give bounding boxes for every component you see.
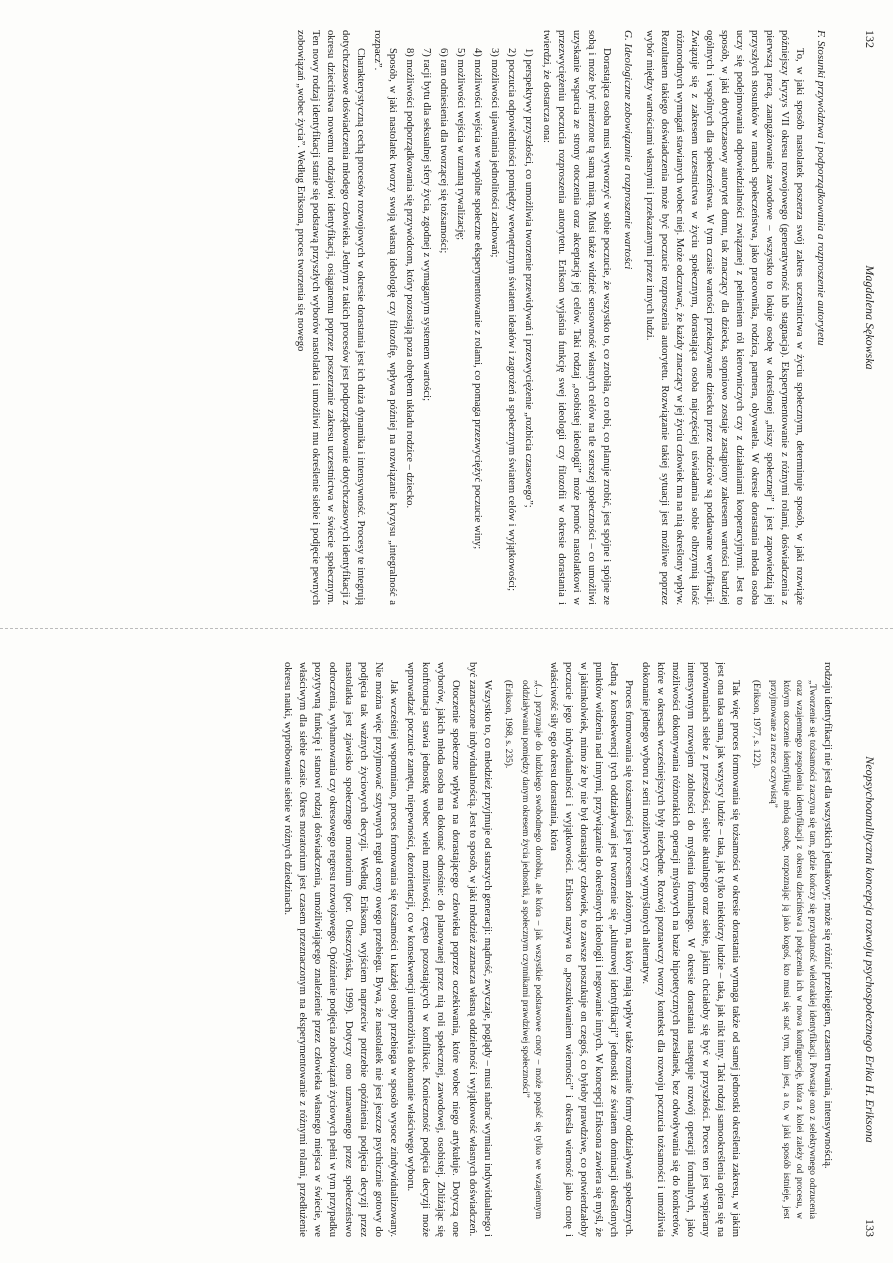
list-item: 5) możliwości wejścia w uznaną rywalizację;: [455, 48, 467, 241]
closing-paragraph: Charakterystyczną cechą procesów rozwojowych w okresie dorastania jest ich duża dynamika i intensywność. Procesy te integrują dotychczasowe doświadczenia młodego człowieka. Jednym z takich procesów jest podporządkowanie dotychczasowych identyfikacji z okresu dzieciństwa nowemu rodzajowi identyfikacji, osiąganemu poprzez poszerzanie zakresu uczestnictwa w świecie społecznym. Ten nowy rodzaj identyfikacji stanie się podstawą przyszłych wyborów nastolatka i umożliwi mu określenie siebie i podjęcie pewnych zobowiązań „wobec życia”. Według Eriksona, proces tworzenia się nowego: [295, 30, 367, 605]
section-f-paragraph: To, w jaki sposób nastolatek poszerza swój zakres uczestnictwa w życiu społecznym, determinuje sposób, w jaki rozwiąże późniejszy kryzys VII okresu rozwojowego (generatywność lub stagnacja). Eksperymentowanie z różnymi rolami, doświadczenia z pierwszą pracą, zaangażowanie zawodowe – wszystko to lokuje osobę w określonej „niszy społecznej” i jest zapowiedzią jej przyszłych stosunków w ramach społeczeństwa, jako pracownika, rodzica, partnera, obywatela. W okresie dorastania młoda osoba uczy się podejmowania odpowiedzialności związanej z pełnieniem ról kierowniczych czy z działaniami kooperacyjnymi. Jest to sposób, w jaki dotychczasowy autorytet domu, tak znaczący dla dziecka, stopniowo zostaje zastąpiony zakresem wartości bardziej ogólnych i wspólnych dla społeczeństwa. W tym czasie wartości przekazywane dziecku przez rodziców są poddawane weryfikacji. Związuje się z zakresem uczestnictwa w życiu społecznym, dorastająca osoba najczęściej uświadamia sobie olbrzymią ilość różnorodnych wymagań stawianych wobec niej. Może odczuwać, że każdy znaczący w jej życiu człowiek ma na nią określony wpływ. Rezultatem takiego doświadczenia może być poczucie rozproszenia autorytetu. Rozwiązanie takiej sytuacji jest możliwe poprzez wybór między wartościami własnymi i przekazanymi przez innych ludzi.: [643, 30, 805, 605]
page-divider: [0, 628, 893, 629]
list-item: 2) poczucia odpowiedniości pomiędzy wewnętrznym światem ideałów i zagrożeń a społecznym światem celów i wyjątkowości;: [506, 48, 518, 592]
body-paragraph: rodzaju identyfikacji nie jest dla wszystkich jednakowy; może się różnić przebiegiem, czasem trwania, intensywnością.: [822, 662, 833, 1169]
block-quote: „(...) przyznaje do ludzkiego swobodnego dorobku, ale która – jak wszystkie podstawowe cnoty – może popaść się tylko we wzajemnym oddziaływaniu pomiędzy danym okresem życia jednostki, a społecznym czynnikami prawdziwej społeczności”: [519, 680, 543, 1219]
block-quote: „Tworzenie się tożsamości zaczyna się tam, gdzie kończy się przydatność wielorakiej identyfikacji. Powstaje ono z selektywnego odrzucenia oraz wzajemnego zespolenia identyfikacji z okresu dzieciństwa i połączenia ich w nowa konfigurację, która z kolei zależy od procesu, w którym otoczenie identyfikuje młodą osobę, rozpoznając ją jako kogoś, kto musi się stać tym, kim jest, a to, w jaki sposób istnieje, jest przyjmowane za rzecz oczywistą”: [768, 680, 817, 1219]
left-page-body: [35, 30, 835, 605]
list-item: 8) możliwości podporządkowania się przywódcom, który pozostają poza obrębem układu rodzice – dziecko.: [404, 48, 416, 509]
section-g-heading: G. Ideologiczne zobowiązanie a rozproszenie wartości: [621, 30, 634, 270]
quote-citation: (Erikson, 1968, s. 235).: [502, 680, 513, 769]
right-page-half: [0, 632, 893, 1263]
closing-paragraph: Sposób, w jaki nastolatek tworzy swoją własną ideologię czy filozofię, wpływa później na rozwiązanie kryzysu „integralność a rozpacz”.: [372, 30, 399, 605]
right-running-title: Neopsychoanalityczna koncepcja rozwoju psychospołecznego Erika H. Eriksona: [863, 756, 877, 1143]
list-item: 7) racji bytu dla seksualnej sfery życia, zgodnej z wymaganym systemem wartości;: [421, 48, 433, 402]
body-paragraph: Tak więc proces formowania się tożsamości w okresie dorastania wymaga także od samej jednostki określenia zakresu, w jakim jest ona taka sama, jak wszyscy ludzie – taka, jak tylko niektórzy ludzie – taka, jak nikt inny. Taki rodzaj samookreślenia opiera się na porównaniach siebie z przeszłości, siebie aktualnego oraz siebie, jakim chciałoby się być w przyszłości. Proces ten jest wspierany intensywnym rozwojem zdolności do myślenia formalnego. W okresie dorastania następuje rozwój operacji formalnych, jako możliwości dokonywania różnorakich operacji myślowych na bazie hipotetycznych przesłanek, bez odwoływania się do konkretów, które w okresach wcześniejszych były niezbędne. Rozwój poznawczy tworzy kontekst dla rozwoju poczucia tożsamości i umożliwia dokonanie jednego wyboru z serii możliwych czy wymyślonych alternatyw.: [639, 662, 742, 1237]
left-page-number: 132: [863, 30, 877, 48]
body-paragraph: Jak wcześniej wspomniano, proces formowania się tożsamości u każdej osoby przebiega w sposób wysoce zindywidualizowany. Nie można więc przyjmować sztywnych reguł oceny owego przebiegu. Bywa, że nastolatek nie jest jeszcze psychicznie gotowy do podjęcia tak ważnych życiowych decyzji. Według Eriksona, wyjściem naprzeciw potrzebie opóźnienia podjęcia decyzji przez nastolatka jest zjawisko społecznego moratorium (por. Oleszczyńska, 1999). Dotyczy ono uznawanego przez społeczeństwo odroczenia, wyhamowania czy okresowego regresu rozwojowego. Opóźnienie podjęcia zobowiązań życiowych pełni w tym przypadku pozytywną funkcję i stanowi rodzaj doświadczenia, umożliwiającego znalezienie przez człowieka własnego miejsca w świecie, we właściwym dla siebie czasie. Okres moratorium jest czasem przeznaczonym na eksperymentowanie z różnymi rolami, przedłużenie okresu nauki, wypróbowanie siebie w różnych dziedzinach.: [282, 662, 399, 1237]
right-running-head: [855, 662, 877, 1237]
left-page: [0, 0, 893, 631]
list-item: 1) perspektywy przyszłości, co umożliwia tworzenie przewidywań i przezwyciężenie „rozbicia czasowego”;: [523, 48, 535, 508]
right-page-body: [35, 662, 835, 1237]
section-g-paragraph: Dorastająca osoba musi wytworzyć w sobie poczucie, że wszystko to, co zrobiła, co robi, co planuje zrobić, jest spójne i spójne ze sobą i może być mierzone tą samą miarą. Musi także widzieć sensowność własnych celów na tle szerszej społeczności – co umożliwi uzyskanie wsparcia ze strony otoczenia oraz akceptację jej celów. Taki rodzaj „osobistej ideologii” może pomóc nastolatkowi w przezwyciężeniu poczucia rozproszenia autorytetu. Erikson wyjaśnia funkcję swej ideologii czy filozofii w okresie dorastania i twierdzi, że dostarcza ona:: [540, 30, 612, 605]
list-item: 3) możliwości ujawniania jednolitości zachowań;: [489, 48, 501, 258]
body-paragraph: Proces formowania się tożsamości jest procesem złożonym, na który mają wpływ także rozmaite formy oddziaływań społecznych. Jedną z konsekwencji tych oddziaływań jest tworzenie się „kulturowej identyfikacji” jednostki ze światem dominacji określonych punktów widzenia nad innymi, przywiązanie do określonych ideologii i negowanie innych. W koncepcji Eriksona zawiera się myśl, że w jakimkolwiek, mimo że by nie był dorastający człowiek, to zawsze poszukuje on czegoś, co byłoby prawdziwe, co potwierdzałoby poczucie jego indywidualności i wyjątkowości. Erikson nazywa to „poszukiwaniem wierności” i określa wierność jako cnotę i właściwość siły ego okresu dorastania, która: [547, 662, 634, 1237]
body-paragraph: Otoczenie społeczne wpływa na dorastającego człowieka poprzez oczekiwania, które wobec niego artykułuje. Dotyczą one wyborów, jakich młoda osoba ma dokonać odnośnie: do planowanej przez nią roli społecznej, zawodowej, osobistej. Zbliżając się konfrontacja stawia jednostkę wobec wielu możliwości, często pozostających w konflikcie. Konieczność podjęcia decyzji może wprowadzać poczucie zamętu, niepewności, dezorientacji, co w konsekwencji uniemożliwia dokonanie właściwego wyboru.: [404, 662, 461, 1237]
right-page-number: 133: [863, 1219, 877, 1237]
body-paragraph: Wszystko to, co młodzież przyjmuje od starszych generacji: mądrość, zwyczaje, poglądy – musi nabrać wymiaru indywidualnego i być zaznaczone indywidualnością. Jest to sposób, w jaki młodzież zaznacza własną oddzielność i wyjątkowość własnych doświadczeń.: [466, 662, 493, 1237]
list-item: 6) ram odniesienia dla tworzącej się tożsamości;: [438, 48, 450, 254]
left-running-title: Magdalena Sękowska: [863, 265, 877, 370]
right-page: [0, 632, 893, 1263]
quote-citation: (Erikson, 1977, s. 122).: [751, 680, 762, 769]
section-f-heading: F. Stosunki przywództwa i podporządkowania a rozproszenie autorytetu: [815, 30, 827, 346]
left-running-head: [855, 30, 877, 605]
left-page-half: [0, 0, 893, 631]
list-item: 4) możliwości wejścia we wspólne społeczne eksperymentowanie z rolami, co pomaga przezwyciężyć poczucie winy;: [472, 48, 484, 550]
